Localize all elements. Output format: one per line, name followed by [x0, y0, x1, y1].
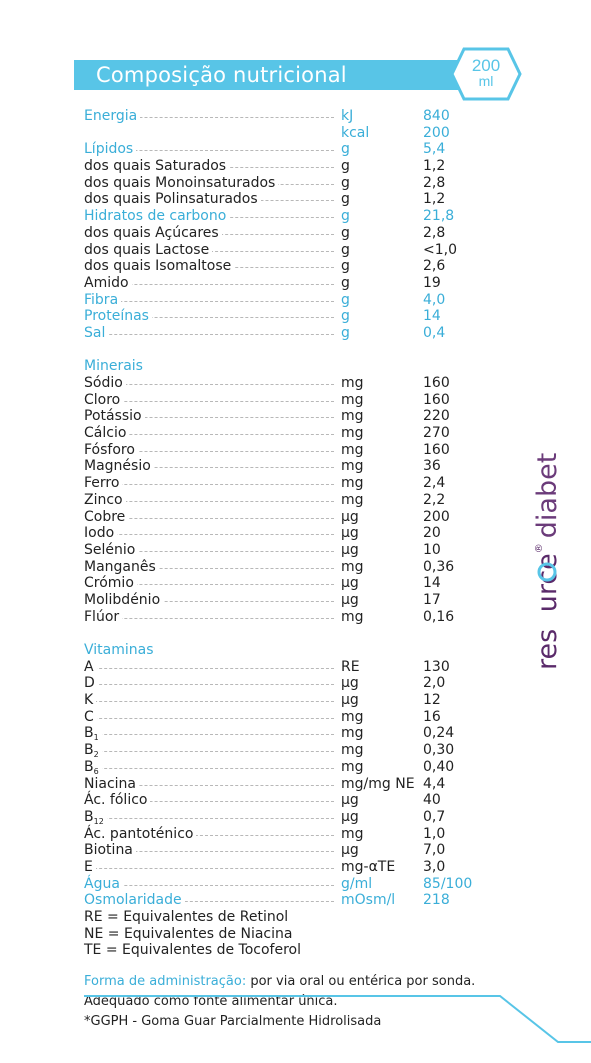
row-value: 160 — [423, 375, 450, 391]
row-unit: mg — [341, 408, 364, 425]
row-value: 130 — [423, 658, 450, 675]
brand-name-urce: urce — [532, 553, 563, 613]
row-value: 17 — [423, 591, 441, 608]
leader-dots — [84, 751, 334, 752]
row-value: 218 — [423, 892, 450, 909]
row-value: 1,2 — [423, 191, 446, 208]
row-value: 36 — [423, 458, 441, 475]
row-value: 2,0 — [423, 675, 446, 692]
row-label: Ác. fólico — [84, 792, 150, 809]
row-label: D — [84, 675, 98, 692]
row-unit: g — [341, 158, 350, 175]
row-unit: mg — [341, 558, 364, 575]
row-label: Crómio — [84, 575, 137, 592]
row-value: 2,4 — [423, 475, 446, 492]
row-value: 200 — [423, 124, 450, 141]
row-label: dos quais Isomaltose — [84, 258, 234, 275]
row-value: <1,0 — [423, 241, 457, 258]
subscript: 12 — [93, 816, 104, 826]
row-label: Flúor — [84, 609, 122, 626]
row-unit: µg — [341, 575, 359, 592]
row-unit: mg — [341, 825, 364, 842]
row-label: Cobre — [84, 509, 128, 526]
row-unit: mg — [341, 458, 364, 475]
leader-dots — [84, 668, 334, 669]
row-label: Vitaminas — [84, 642, 157, 659]
row-value: 2,8 — [423, 224, 446, 241]
row-unit: µg — [341, 692, 359, 709]
row-unit: g — [341, 241, 350, 258]
row-value: 2,6 — [423, 258, 446, 275]
row-label: Lípidos — [84, 141, 136, 158]
row-unit: mg-αTE — [341, 858, 396, 875]
row-label: Ác. pantoténico — [84, 826, 196, 843]
leader-dots — [84, 301, 334, 302]
row-label: Ferro — [84, 475, 122, 492]
row-label: Sódio — [84, 375, 126, 392]
brand-o-icon — [536, 561, 562, 583]
subscript: 6 — [93, 766, 99, 776]
row-unit: g — [341, 308, 350, 325]
row-unit: µg — [341, 508, 359, 525]
row-unit: mg — [341, 491, 364, 508]
row-label: Energia — [84, 108, 140, 125]
row-unit: mg — [341, 725, 364, 742]
brand-name-res: res — [532, 628, 563, 670]
row-value: 1,2 — [423, 158, 446, 175]
row-unit: kJ — [341, 108, 354, 124]
row-value: 160 — [423, 441, 450, 458]
leader-dots — [84, 684, 334, 685]
row-value: 1,0 — [423, 825, 446, 842]
row-label: Iodo — [84, 525, 117, 542]
row-unit: mg/mg NE — [341, 775, 415, 792]
row-label: TE = Equivalentes de Tocoferol — [84, 942, 304, 959]
row-value: 3,0 — [423, 858, 446, 875]
volume-unit: ml — [478, 73, 494, 89]
row-label: Selénio — [84, 542, 138, 559]
row-value: 270 — [423, 425, 450, 442]
volume-number: 200 — [471, 56, 501, 75]
row-unit: mg — [341, 425, 364, 442]
row-unit: µg — [341, 808, 359, 825]
page-title: Composição nutricional — [96, 63, 347, 87]
row-label: Proteínas — [84, 308, 152, 325]
row-value: 10 — [423, 541, 441, 558]
leader-dots — [84, 701, 334, 702]
row-label: Minerais — [84, 358, 146, 375]
row-unit: RE — [341, 658, 360, 675]
row-value: 4,4 — [423, 775, 446, 792]
row-unit: mg — [341, 708, 364, 725]
row-unit: g — [341, 274, 350, 291]
row-unit: g — [341, 141, 350, 158]
row-label: Sal — [84, 325, 108, 342]
resource-diabet-logo — [532, 395, 563, 670]
row-value: 85/100 — [423, 875, 473, 892]
row-unit: µg — [341, 842, 359, 859]
leader-dots — [84, 868, 334, 869]
leader-dots — [84, 818, 334, 819]
row-label: Cloro — [84, 392, 123, 409]
row-label: A — [84, 659, 97, 676]
row-value: 0,24 — [423, 725, 455, 742]
row-unit: g — [341, 258, 350, 275]
row-unit: kcal — [341, 124, 370, 141]
row-value: 4,0 — [423, 291, 446, 308]
row-label: Fósforo — [84, 442, 138, 459]
row-unit: mg — [341, 758, 364, 775]
row-label: dos quais Lactose — [84, 242, 212, 259]
row-value: 0,30 — [423, 742, 455, 759]
row-unit: mg — [341, 375, 364, 391]
row-label: Zinco — [84, 492, 126, 509]
row-value: 0,40 — [423, 758, 455, 775]
subscript: 2 — [93, 750, 99, 760]
row-value: 200 — [423, 508, 450, 525]
row-value: 2,8 — [423, 174, 446, 191]
brand-registered: ® — [534, 543, 545, 554]
row-value: 16 — [423, 708, 441, 725]
row-unit: g — [341, 224, 350, 241]
row-value: 2,2 — [423, 491, 446, 508]
row-label: dos quais Açúcares — [84, 225, 222, 242]
row-unit: g/ml — [341, 875, 373, 892]
row-unit: µg — [341, 525, 359, 542]
row-label: Fibra — [84, 292, 121, 309]
row-unit: g — [341, 174, 350, 191]
row-value: 12 — [423, 692, 441, 709]
row-label: $B_1$ — [84, 725, 102, 742]
row-label: Potássio — [84, 408, 145, 425]
row-value: 7,0 — [423, 842, 446, 859]
brand-product: diabet — [532, 452, 563, 539]
row-label: $B_{12}$ — [84, 809, 107, 826]
row-unit: mg — [341, 475, 364, 492]
row-unit: µg — [341, 675, 359, 692]
row-label: dos quais Monoinsaturados — [84, 175, 278, 192]
row-value: 840 — [423, 108, 450, 124]
row-value: 20 — [423, 525, 441, 542]
administration-text: por via oral ou entérica por sonda. — [246, 974, 476, 989]
row-value: 5,4 — [423, 141, 446, 158]
row-unit: g — [341, 208, 350, 225]
row-label: Biotina — [84, 842, 136, 859]
row-unit: mg — [341, 441, 364, 458]
row-unit: g — [341, 291, 350, 308]
row-unit: mg — [341, 608, 364, 625]
row-label: E — [84, 859, 96, 876]
leader-dots — [84, 734, 334, 735]
row-value: 14 — [423, 308, 441, 325]
row-unit: µg — [341, 591, 359, 608]
row-label: dos quais Saturados — [84, 158, 229, 175]
row-unit: mg — [341, 742, 364, 759]
row-unit: mg — [341, 391, 364, 408]
leader-dots — [84, 768, 334, 769]
row-label: Osmolaridade — [84, 892, 185, 909]
row-unit: mOsm/l — [341, 892, 396, 909]
row-label: dos quais Polinsaturados — [84, 191, 261, 208]
row-value: 220 — [423, 408, 450, 425]
row-label: C — [84, 709, 97, 726]
row-value: 14 — [423, 575, 441, 592]
row-value: 21,8 — [423, 208, 455, 225]
row-label: Molibdénio — [84, 592, 163, 609]
row-label: Magnésio — [84, 458, 154, 475]
row-label: NE = Equivalentes de Niacina — [84, 926, 295, 943]
row-label: K — [84, 692, 96, 709]
row-value: 19 — [423, 274, 441, 291]
row-label: Amido — [84, 275, 132, 292]
row-unit: µg — [341, 541, 359, 558]
row-value: 40 — [423, 792, 441, 809]
row-value: 0,36 — [423, 558, 455, 575]
row-label: $B_2$ — [84, 742, 102, 759]
row-label: Água — [84, 876, 123, 893]
row-value: 160 — [423, 391, 450, 408]
leader-dots — [84, 534, 334, 535]
administration-label: Forma de administração: — [84, 974, 247, 989]
row-label: Hidratos de carbono — [84, 208, 229, 225]
row-value: 0,4 — [423, 324, 446, 341]
row-label: $B_6$ — [84, 759, 102, 776]
ggph-note: *GGPH - Goma Guar Parcialmente Hidrolisada — [84, 1014, 382, 1029]
row-label: RE = Equivalentes de Retinol — [84, 909, 291, 926]
row-label: Manganês — [84, 559, 159, 576]
brand-o-circle: o — [532, 612, 563, 629]
row-label: Cálcio — [84, 425, 129, 442]
subscript: 1 — [93, 733, 99, 743]
leader-dots — [84, 334, 334, 335]
row-value: 0,16 — [423, 608, 455, 625]
row-unit: g — [341, 324, 350, 341]
adequacy-line: Adequado como fonte alimentar única. — [84, 994, 338, 1009]
row-label: Niacina — [84, 776, 139, 793]
leader-dots — [84, 718, 334, 719]
row-unit: g — [341, 191, 350, 208]
row-unit: µg — [341, 792, 359, 809]
row-value: 0,7 — [423, 808, 446, 825]
